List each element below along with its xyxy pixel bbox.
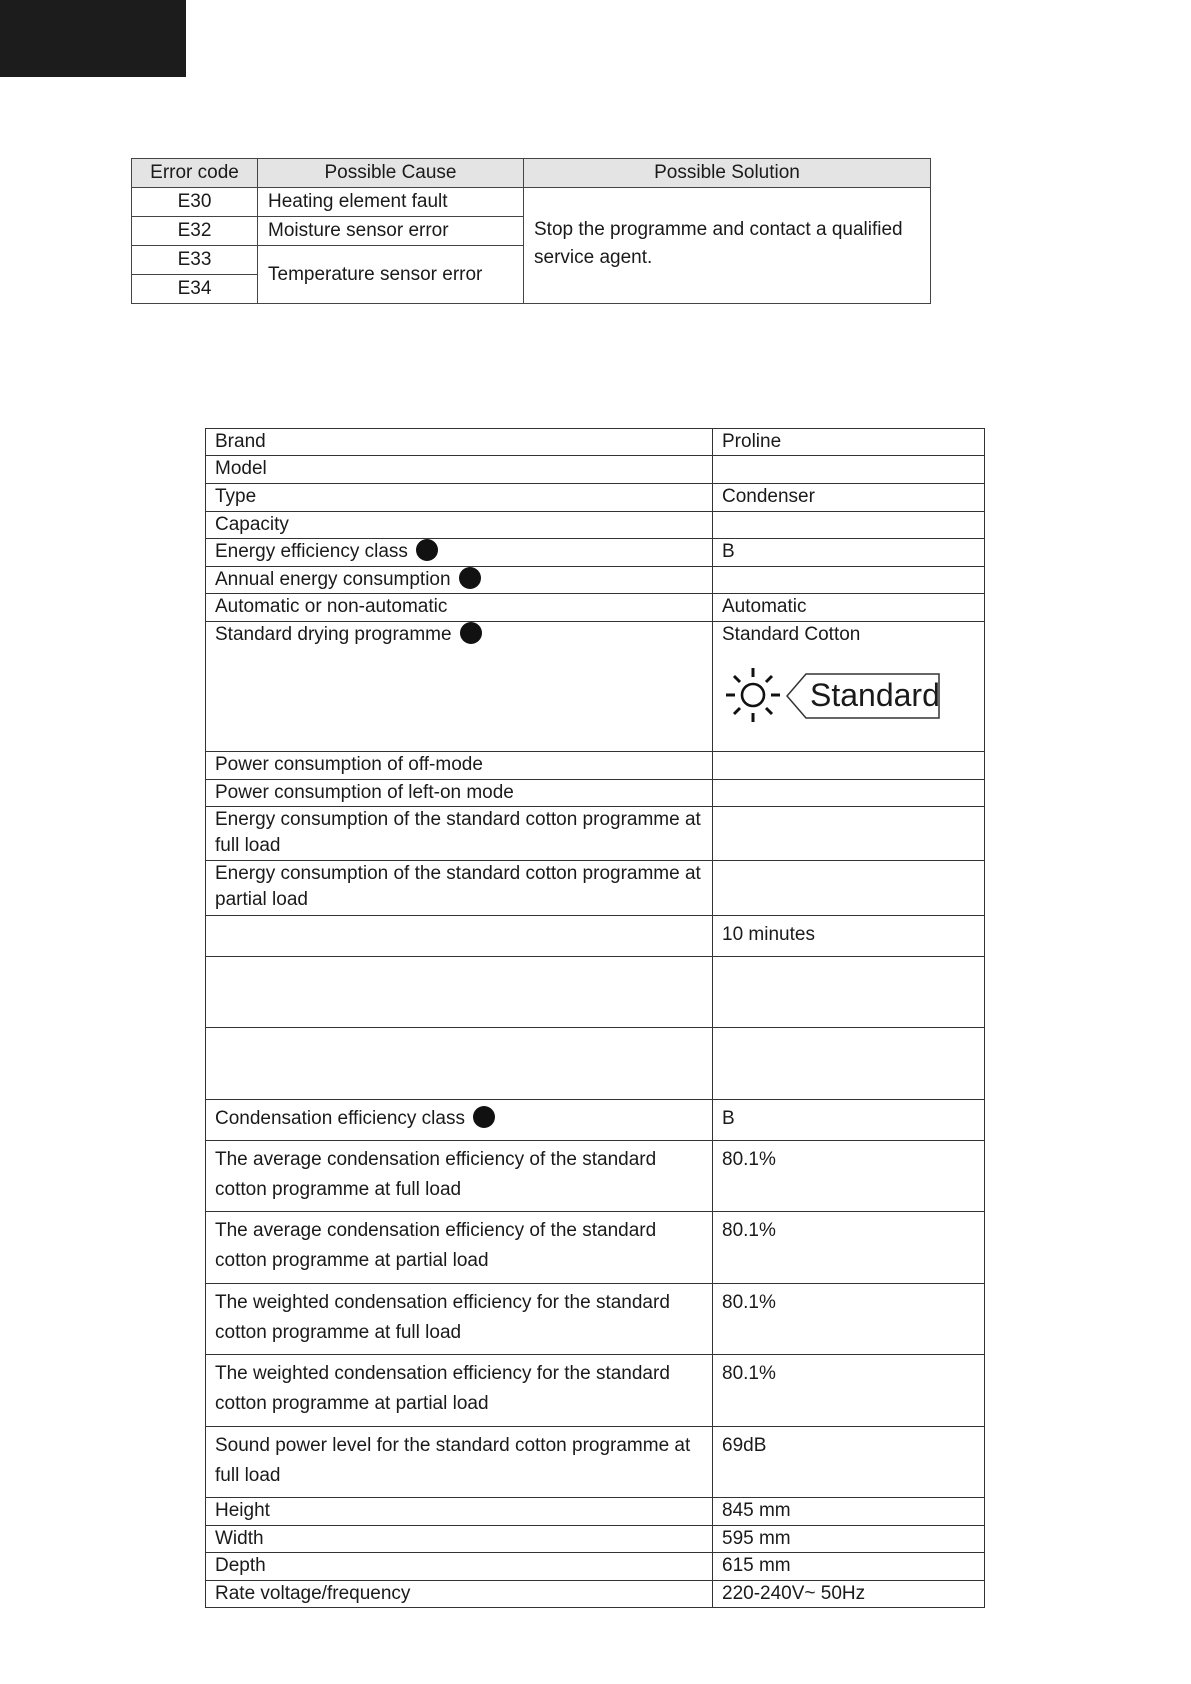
spec-label: Energy consumption of the standard cotton programme at full load [206, 807, 713, 861]
spec-label: Width [206, 1526, 713, 1553]
table-row [206, 1553, 985, 1581]
spec-value [713, 957, 985, 1028]
spec-value: B [713, 1100, 985, 1141]
column-header: Possible Cause [258, 159, 524, 188]
error-cause: Heating element fault [258, 188, 524, 217]
spec-label: The weighted condensation efficiency for the standard cotton programme at full load [206, 1284, 713, 1355]
table-row [206, 1581, 985, 1608]
spec-label-text: Annual energy consumption [215, 569, 451, 590]
spec-label: Depth [206, 1553, 713, 1581]
spec-value: 80.1% [713, 1284, 985, 1355]
spec-value [713, 780, 985, 807]
spec-label [206, 916, 713, 957]
table-row [206, 484, 985, 512]
spec-value [713, 807, 985, 861]
standard-label: Standard [810, 677, 940, 713]
spec-value [713, 456, 985, 484]
spec-value [713, 622, 985, 752]
table-row [206, 957, 985, 1028]
spec-label: Power consumption of left-on mode [206, 780, 713, 807]
spec-label: Capacity [206, 512, 713, 539]
spec-value: 10 minutes [713, 916, 985, 957]
spec-value: 615 mm [713, 1553, 985, 1581]
spec-label: Model [206, 456, 713, 484]
table-row [206, 429, 985, 456]
error-code: E32 [132, 217, 258, 246]
spec-label [206, 1100, 713, 1141]
standard-tag [786, 673, 952, 717]
table-row [206, 594, 985, 622]
spec-label-text: Standard drying programme [215, 624, 452, 645]
spec-value: 69dB [713, 1427, 985, 1498]
error-code-table [131, 158, 931, 304]
spec-value: Automatic [713, 594, 985, 622]
table-row [206, 807, 985, 861]
error-code: E30 [132, 188, 258, 217]
table-header-row [132, 159, 931, 188]
spec-value: 845 mm [713, 1498, 985, 1526]
spec-label: Energy consumption of the standard cotton programme at partial load [206, 861, 713, 916]
table-row [206, 1100, 985, 1141]
spec-label: Height [206, 1498, 713, 1526]
spec-label: Type [206, 484, 713, 512]
table-row [206, 1141, 985, 1212]
spec-value [713, 512, 985, 539]
spec-label-text: Energy efficiency class [215, 541, 408, 562]
spec-label: Rate voltage/frequency [206, 1581, 713, 1608]
table-row [206, 1498, 985, 1526]
spec-label [206, 622, 713, 752]
bullet-icon [460, 622, 482, 644]
spec-label-text: Condensation efficiency class [215, 1108, 465, 1129]
spec-value: 80.1% [713, 1141, 985, 1212]
table-row [206, 622, 985, 752]
column-header: Possible Solution [524, 159, 931, 188]
spec-value: 80.1% [713, 1355, 985, 1427]
spec-label: Brand [206, 429, 713, 456]
table-row [206, 780, 985, 807]
spec-value [713, 567, 985, 594]
spec-value: 80.1% [713, 1212, 985, 1284]
sun-icon [724, 666, 782, 724]
spec-label: Power consumption of off-mode [206, 752, 713, 780]
spec-label [206, 567, 713, 594]
error-cause: Moisture sensor error [258, 217, 524, 246]
bullet-icon [473, 1106, 495, 1128]
table-row [206, 512, 985, 539]
table-row [206, 916, 985, 957]
error-cause: Temperature sensor error [258, 246, 524, 304]
table-row [206, 1284, 985, 1355]
spec-value: 595 mm [713, 1526, 985, 1553]
corner-block [0, 0, 186, 77]
spec-label [206, 1028, 713, 1100]
spec-value: Condenser [713, 484, 985, 512]
spec-label: Automatic or non-automatic [206, 594, 713, 622]
table-row [206, 1526, 985, 1553]
spec-label: The average condensation efficiency of the standard cotton programme at partial load [206, 1212, 713, 1284]
product-spec-table [205, 428, 985, 1608]
table-row [206, 1355, 985, 1427]
error-code: E33 [132, 246, 258, 275]
spec-value [713, 861, 985, 916]
spec-label: Sound power level for the standard cotton programme at full load [206, 1427, 713, 1498]
bullet-icon [416, 539, 438, 561]
table-row [206, 567, 985, 594]
spec-label [206, 539, 713, 567]
bullet-icon [459, 567, 481, 589]
column-header: Error code [132, 159, 258, 188]
spec-value [713, 1028, 985, 1100]
table-row [206, 861, 985, 916]
error-code: E34 [132, 275, 258, 304]
error-solution: Stop the programme and contact a qualified service agent. [524, 188, 931, 304]
table-row [206, 1028, 985, 1100]
table-row [132, 188, 931, 217]
spec-value [713, 752, 985, 780]
spec-label: The weighted condensation efficiency for the standard cotton programme at partial load [206, 1355, 713, 1427]
spec-label: The average condensation efficiency of the standard cotton programme at full load [206, 1141, 713, 1212]
spec-label [206, 957, 713, 1028]
table-row [206, 1427, 985, 1498]
table-row [206, 1212, 985, 1284]
spec-value-text: Standard Cotton [722, 624, 861, 645]
spec-value: B [713, 539, 985, 567]
spec-value: Proline [713, 429, 985, 456]
table-row [206, 456, 985, 484]
spec-value: 220-240V~ 50Hz [713, 1581, 985, 1608]
table-row [206, 539, 985, 567]
table-row [206, 752, 985, 780]
standard-programme-symbol [724, 666, 975, 724]
